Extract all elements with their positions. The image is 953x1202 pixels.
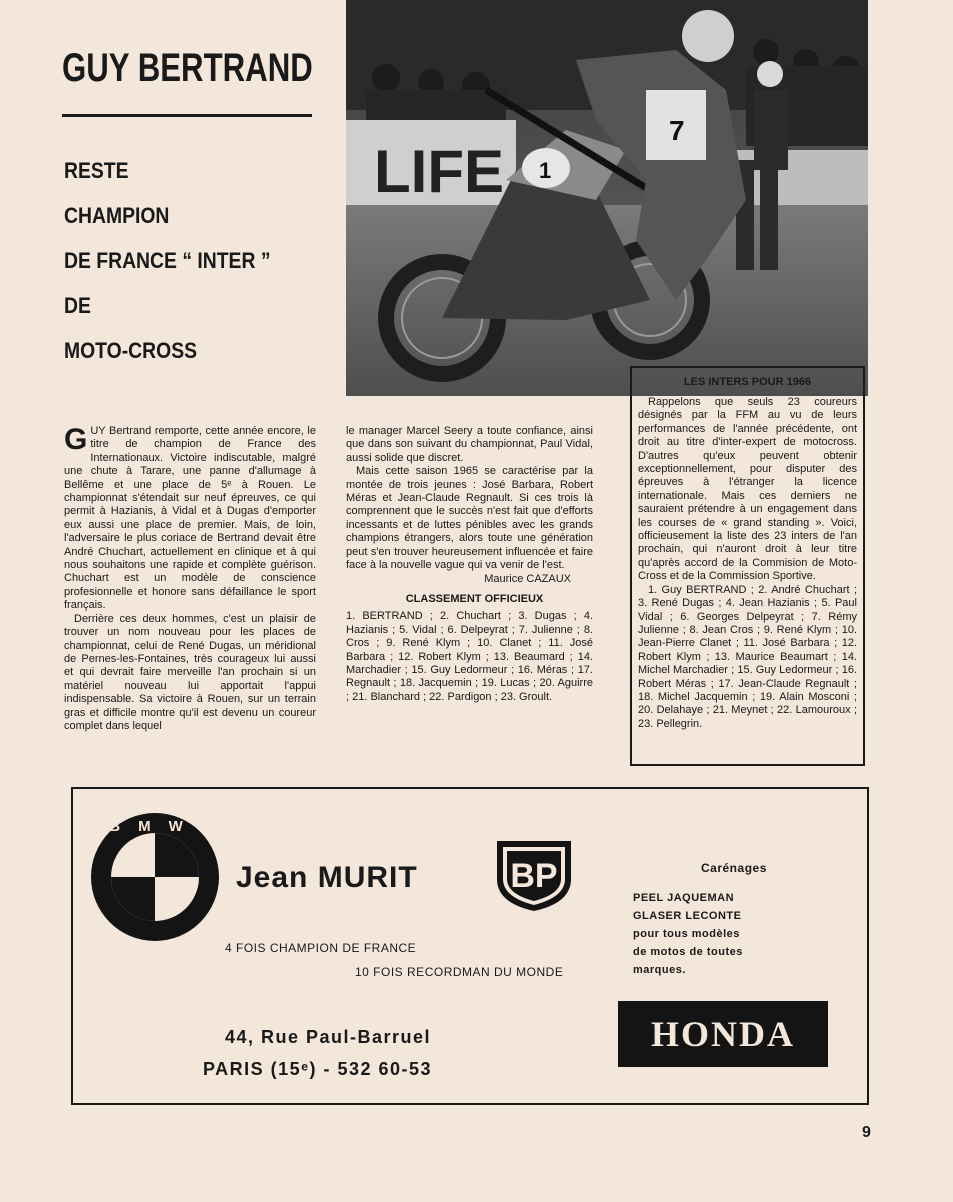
drop-cap: G [64,423,88,456]
article-paragraph: Mais cette saison 1965 se caractérise par la montée de trois jeunes : José Barbara, Robert Méras et Jean-Claude Regnault. Si ces trois là comprennent que le succès n'est fait que d'efforts incessants et de luttes pénibles avec les grands champions étrangers, alors toute une génération peut s'en trouver heureusement influencée et faire face à la nouvelle vague qui va venir de l'est. [346,465,593,572]
page-number: 9 [862,1124,871,1141]
banner-text: LIFE [374,138,504,205]
article-paragraph: Derrière ces deux hommes, c'est un plaisir de trouver un nom nouveau pour les places de championnat, celui de René Dugas, un méridional de Pernes-les-Fontaines, très courageux lui aussi et qui devrait faire merveille l'an prochain si un matériel nouveau lui apportait l'appui indispensable. Sa victoire à Rouen, sur un terrain gras et difficile montre qu'il est devenu un coureur complet dans lequel [64,612,316,732]
inters-box-body [638,396,857,731]
inters-1966-box [630,366,865,766]
inters-list: 1. Guy BERTRAND ; 2. André Chuchart ; 3. René Dugas ; 4. Jean Hazianis ; 5. Paul Vidal ; 6. Georges Delpeyrat ; 7. Rémy Julienne ; 8. Jean Cros ; 9. René Klym ; 10. Jean-Pierre Clanet ; 11. José Barbara ; 12. Robert Klym ; 13. Maurice Beaumart ; 14. Michel Marchadier ; 15. Guy Ledormeur ; 16. Robert Méras ; 17. Jean-Claude Regnault ; 18. Michel Jacquemin ; 19. Alain Mosconi ; 20. Delahaye ; 21. Meynet ; 22. Lamouroux ; 23. Pellegrin. [638,583,857,730]
motocross-photo [346,0,868,396]
carenages-title: Carénages [701,861,767,875]
article-title: GUY BERTRAND [62,46,313,90]
classement-heading: CLASSEMENT OFFICIEUX [405,592,544,605]
title-underline [62,114,312,117]
subtitle-line: DE [64,293,91,318]
bike-number: 1 [539,158,552,183]
article-column-1 [64,425,316,733]
carenages-line: marques. [633,964,686,976]
ad-phone: PARIS (15ᵉ) - 532 60-53 [203,1059,433,1079]
subtitle-line: CHAMPION [64,203,170,228]
ad-tagline-record: 10 FOIS RECORDMAN DU MONDE [355,965,564,979]
carenages-line: GLASER LECONTE [633,910,742,922]
dealer-name: Jean MURIT [236,861,418,894]
ad-address: 44, Rue Paul-Barruel [225,1027,432,1047]
bmw-logo-text: BMW [109,818,201,835]
carenages-line: de motos de toutes [633,946,743,958]
bp-logo-text: BP [510,857,558,895]
bp-logo [495,839,573,913]
rider-number: 7 [669,115,685,146]
article-column-2 [346,425,593,704]
article-paragraph: le manager Marcel Seery a toute confiance, ainsi que dans son suivant du championnat, Paul Vidal, aussi solide que discret. [346,425,593,464]
bmw-logo [89,811,221,943]
subtitle-line: RESTE [64,158,129,183]
article-paragraph: UY Bertrand remporte, cette année encore, le titre de champion de France des Internationaux. Victoire indiscutable, malgré une chute à Tarare, une panne d'allumage à Bellême et une place de 5ᵉ à Rouen. Le championnat s'étendait sur neuf épreuves, ce qui permit à Hazianis, à Vidal et à Dugas d'emporter eux aussi une place de premier. Mais, de loin, l'adversaire le plus coriace de Bertrand devait être André Chuchart, actuellement en clinique et à qui nous souhaitons une rapide et complète guérison. Chuchart est un modèle de conscience profesionnelle et honore sans défaillance le sport français. [64,425,316,612]
honda-logo: HONDA [618,1001,828,1067]
ad-tagline-champion: 4 FOIS CHAMPION DE FRANCE [225,941,417,955]
inters-box-title: LES INTERS POUR 1966 [683,376,812,388]
carenages-list [633,889,783,979]
subtitle-line: DE FRANCE “ INTER ” [64,248,271,273]
article-subtitle [64,148,302,373]
classement-list: 1. BERTRAND ; 2. Chuchart ; 3. Dugas ; 4. Hazianis ; 5. Vidal ; 6. Delpeyrat ; 7. Julienne ; 8. Cros ; 9. René Klym ; 10. Clanet ; 11. José Barbara ; 12. Robert Klym ; 13. Beaumard ; 14. Marchadier ; 15. Guy Ledormeur ; 16. Méras ; 17. Regnault ; 18. Jacquemin ; 19. Lucas ; 20. Aguirre ; 21. Blanchard ; 22. Pardigon ; 23. Groult. [346,610,593,703]
subtitle-line: MOTO-CROSS [64,338,198,363]
carenages-line: pour tous modèles [633,928,740,940]
carenages-line: PEEL JAQUEMAN [633,892,735,904]
inters-paragraph: Rappelons que seuls 23 coureurs désignés par la FFM au vu de leurs performances de l'année précédente, ont droit au titre d'inter-expert de motocross. D'autres qu'eux peuvent obtenir exceptionnellement, pour disputer des épreuves à l'étranger la licence internationale. Mais ces derniers ne sauraient prétendre à un engagement dans les courses de « grand standing ». Voici, officieusement la liste des 23 inters de l'an prochain, qui n'auront droit à leur titre qu'après accord de la Commision de Moto-Cross et de la Commission Sportive. [638,396,857,583]
author-signature: Maurice CAZAUX [484,573,571,586]
advertisement [71,787,869,1105]
